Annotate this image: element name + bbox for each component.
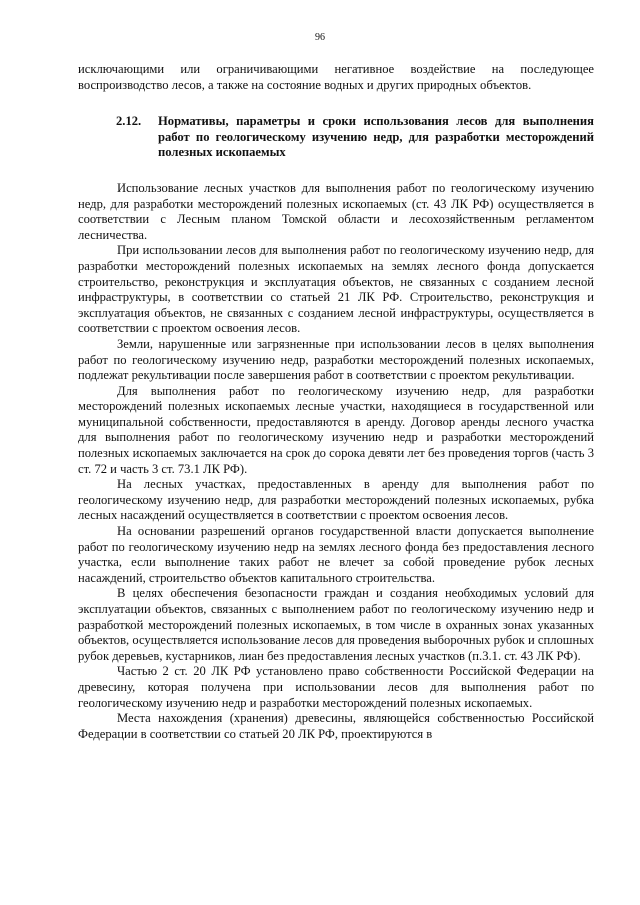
section-heading (78, 114, 594, 161)
paragraph-3: Земли, нарушенные или загрязненные при использовании лесов в целях выполнения работ по геологическому изучению недр, разработки месторождений полезных ископаемых, подлежат рекультивации после завершения работ в соответствии с проектом рекультивации. (78, 336, 594, 383)
paragraph-4: Для выполнения работ по геологическому изучению недр, для разработки месторождений полезных ископаемых лесные участки, находящиеся в государственной или муниципальной собственности, предоставляются в аренду. Договор аренды лесного участка для выполнения работ по геологическому изучению недр и разработки месторождений полезных ископаемых заключается на срок до сорока девяти лет без проведения торгов (часть 3 ст. 72 и часть 3 ст. 73.1 ЛК РФ). (78, 383, 594, 476)
page-number: 96 (315, 32, 325, 43)
paragraph-5: На лесных участках, предоставленных в аренду для выполнения работ по геологическому изучению недр, для разработки месторождений полезных ископаемых, рубка лесных насаждений осуществляется в соответствии с проектом освоения лесов. (78, 477, 594, 523)
paragraph-8: Частью 2 ст. 20 ЛК РФ установлено право собственности Российской Федерации на древесину, которая получена при использовании лесов для выполнения работ по геологическому изучению недр и разработки месторождений полезных ископаемых. (78, 664, 594, 710)
section-title: Нормативы, параметры и сроки использования лесов для выполнения работ по геологическому изучению недр, для разработки месторождений полезных ископаемых (158, 114, 594, 160)
paragraph-7: В целях обеспечения безопасности граждан и создания необходимых условий для эксплуатации объектов, связанных с выполнением работ по геологическому изучению недр и разработкой месторождений полезных ископаемых, в том числе в охранных зонах указанных объектов, осуществляется использование лесов для проведения выборочных рубок и сплошных рубок деревьев, кустарников, лиан без предоставления лесных участков (п.3.1. ст. 43 ЛК РФ). (78, 586, 594, 663)
intro-paragraph: исключающими или ограничивающими негативное воздействие на последующее воспроизводство лесов, а также на состояние водных и других природных объектов. (78, 62, 594, 92)
paragraph-1: Использование лесных участков для выполнения работ по геологическому изучению недр, для разработки месторождений полезных ископаемых (ст. 43 ЛК РФ) осуществляется в соответствии с Лесным планом Томской области и лесохозяйственным регламентом лесничества. (78, 180, 594, 242)
paragraph-6: На основании разрешений органов государственной власти допускается выполнение работ по геологическому изучению недр на землях лесного фонда без предоставления лесного участка, если выполнение таких работ не влечет за собой проведение рубок лесных насаждений, строительство объектов капитального строительства. (78, 524, 594, 585)
paragraph-2: При использовании лесов для выполнения работ по геологическому изучению недр, для разработки месторождений полезных ископаемых на землях лесного фонда допускается строительство, реконструкция и эксплуатация объектов, не связанных с созданием лесной инфраструктуры, в соответствии со статьей 21 ЛК РФ. Строительство, реконструкция и эксплуатация объектов, не связанных с созданием лесной инфраструктуры, осуществляется в соответствии с проектом освоения лесов. (78, 243, 594, 336)
paragraph-9: Места нахождения (хранения) древесины, являющейся собственностью Российской Федерации в соответствии со статьей 20 ЛК РФ, проектируются в (78, 711, 594, 741)
section-number: 2.12. (116, 114, 142, 129)
page-content (78, 62, 594, 742)
